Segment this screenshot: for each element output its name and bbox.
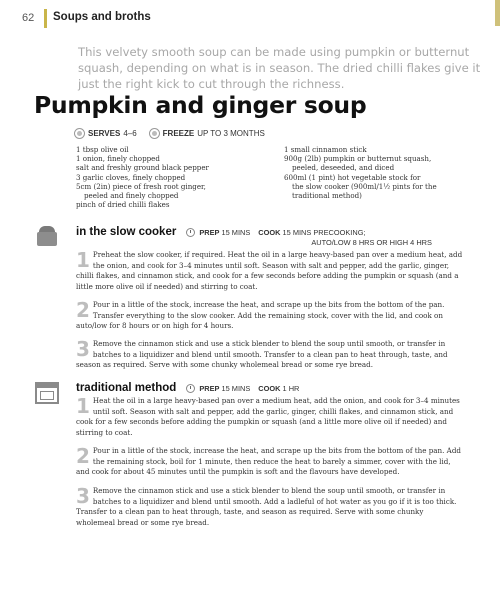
step-number: 1	[76, 248, 90, 272]
slow-cooker-step-3	[76, 339, 464, 371]
traditional-step-2	[76, 446, 464, 478]
step-text: Pour in a little of the stock, increase the heat, and scrape up the bits from the bottom of the pan. Transfer everything to the slow cooker. Add the remaining stock, cover with the lid, and cook on auto/low for 8 hours or on high for 4 hours.	[76, 300, 445, 331]
method-timing: PREP 15 MINS COOK 1 HR	[199, 384, 300, 393]
step-number: 3	[76, 484, 90, 508]
traditional-heading	[76, 382, 299, 395]
recipe-meta	[74, 128, 277, 139]
ingredients-column-1	[76, 145, 276, 209]
clock-icon	[186, 228, 195, 237]
page-number: 62	[22, 12, 35, 24]
step-text: Remove the cinnamon stick and use a stick blender to blend the soup until smooth, or transfer in batches to a liquidizer and blend until smooth. Add a ladleful of hot water as you go if it is too thick. Transfer to a clean pan to heat through, taste, and season as required. Serve with some chunky wholemeal bread or some rye bread.	[76, 486, 457, 527]
method-title: in the slow cooker	[76, 226, 177, 238]
ingredient-item-continued: peeled and finely chopped	[84, 191, 179, 201]
serves-label: SERVES	[88, 129, 121, 138]
serves-value: 4–6	[123, 129, 137, 138]
step-text: Preheat the slow cooker, if required. Heat the oil in a large heavy-based pan over a medium heat, add the onion, and cook for 3–4 minutes until soft. Season with salt and pepper, add the garlic, ginger, chilli flakes, and cinnamon stick, and cook for a few seconds before adding the pumpkin or squash (and a little more olive oil if needed) and stirring to coat.	[76, 250, 463, 291]
recipe-title: Pumpkin and ginger soup	[34, 91, 367, 119]
traditional-step-3	[76, 486, 464, 528]
ingredient-item: salt and freshly ground black pepper	[76, 163, 209, 173]
freeze-value: UP TO 3 MONTHS	[197, 129, 265, 138]
ingredient-item-continued: traditional method)	[292, 191, 362, 201]
ingredient-item-continued: the slow cooker (900ml/1½ pints for the	[292, 181, 437, 191]
recipe-intro: This velvety smooth soup can be made using pumpkin or butternut squash, depending on what is in season. The dried chilli flakes give it just the right kick to cut through the richness.	[78, 45, 481, 91]
step-text: Pour in a little of the stock, increase the heat, and scrape up the bits from the bottom of the pan. Add the remaining stock, boil for 1 minute, then reduce the heat to barely a simmer, cover with the lid, and cook for about 45 minutes until the pumpkin is soft and the flavours have developed.	[76, 446, 461, 477]
section-title: Soups and broths	[53, 11, 151, 23]
header-accent-bar	[44, 9, 47, 28]
serves-icon	[74, 128, 85, 139]
ingredient-item: 1 tbsp olive oil	[76, 145, 129, 154]
ingredient-item: 3 garlic cloves, finely chopped	[76, 172, 186, 182]
step-number: 3	[76, 337, 90, 361]
method-title: traditional method	[76, 382, 177, 394]
step-text: Remove the cinnamon stick and use a stick blender to blend the soup until smooth, or transfer in batches to a liquidizer and blend until smooth. Transfer to a clean pan to heat through, taste, and season as required. Serve with some chunky wholemeal bread or some rye bread.	[76, 339, 448, 370]
step-text: Heat the oil in a large heavy-based pan over a medium heat, add the onion, and cook for 3–4 minutes until soft. Season with salt and pepper, add the garlic, ginger, chilli flakes, and cinnamon stick, and cook for a few seconds before adding the pumpkin or squash (and a little more olive oil if needed) and stirring to coat.	[76, 396, 460, 437]
ingredient-item: 900g (2lb) pumpkin or butternut squash,	[284, 154, 432, 164]
step-number: 2	[76, 444, 90, 468]
freeze-label: FREEZE	[162, 129, 195, 138]
chapter-tab-marker	[495, 0, 500, 26]
step-number: 2	[76, 298, 90, 322]
ingredient-item: 5cm (2in) piece of fresh root ginger,	[76, 181, 206, 191]
ingredient-item: 600ml (1 pint) hot vegetable stock for	[284, 172, 421, 182]
clock-icon	[186, 384, 195, 393]
ingredients-column-2	[284, 145, 484, 200]
method-timing: PREP 15 MINS COOK 15 MINS PRECOOKING; AUTO/LOW 8 HRS OR HIGH 4 HRS	[199, 228, 432, 247]
step-number: 1	[76, 394, 90, 418]
slow-cooker-heading	[76, 226, 432, 247]
slow-cooker-step-1	[76, 250, 464, 292]
oven-icon	[35, 382, 59, 404]
freeze-icon	[149, 128, 160, 139]
ingredient-item: 1 onion, finely chopped	[76, 154, 160, 164]
ingredient-item: pinch of dried chilli flakes	[76, 200, 170, 210]
traditional-step-1	[76, 396, 464, 438]
slow-cooker-step-2	[76, 300, 464, 332]
ingredient-item-continued: peeled, deseeded, and diced	[292, 163, 395, 173]
slow-cooker-icon	[35, 226, 59, 246]
ingredient-item: 1 small cinnamon stick	[284, 145, 367, 154]
page-header	[0, 0, 500, 30]
